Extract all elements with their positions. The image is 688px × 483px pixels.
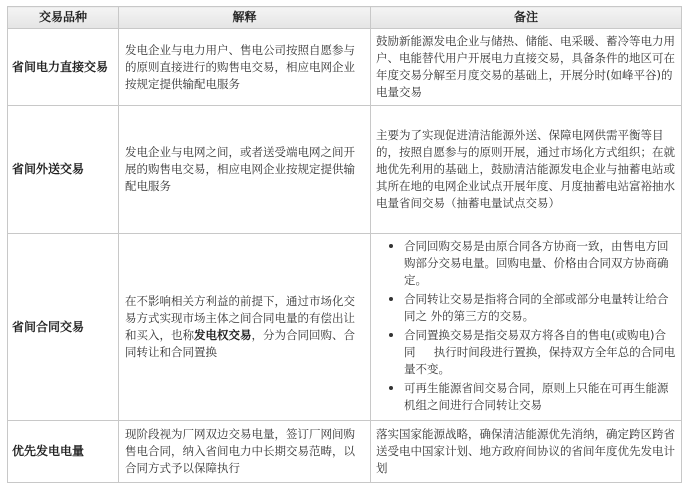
bullet-text: 合同置换交易是指交易双方将各自的售电(或购电)合同 执行时间段进行置换，保持双方全年总的合同电量不变。: [404, 328, 676, 376]
row-trading-type: 省间合同交易: [8, 234, 119, 421]
bullet-dot-icon: [389, 297, 393, 301]
list-item: [404, 238, 677, 289]
explanation-text: ，分为合同回购、合同转让和合同置换: [125, 328, 355, 359]
table-row: [8, 29, 682, 106]
bullet-text: 合同回购交易是由原合同各方协商一致，由售电方回购部分交易电量。回购电量、价格由合同双方协商确定。: [404, 239, 669, 287]
bullet-text: 可再生能源省间交易合同，原则上只能在可再生能源机组之间进行合同转让交易: [404, 381, 669, 412]
row-remarks: 主要为了实现促进清洁能源外送、保障电网供需平衡等目的，按照自愿参与的原则开展，通过市场化方式组织；在就地优先利用的基础上，鼓励清洁能源发电企业与抽蓄电站或其所在地的电网企业试点开展年度、月度抽蓄电站富裕抽水电量省间交易（抽蓄电量试点交易）: [371, 106, 682, 234]
table-row: [8, 234, 682, 421]
trading-types-table: [7, 6, 682, 483]
row-explanation: 现阶段视为厂网双边交易电量，签订厂网间购售电合同，纳入省间电力中长期交易范畴，以合同方式予以保障执行: [119, 421, 371, 483]
list-item: [404, 327, 677, 378]
generation-rights-trading-term: 发电权交易: [194, 328, 252, 342]
list-item: [404, 291, 677, 325]
bullet-dot-icon: [389, 333, 393, 337]
contract-trading-bullet-list: [376, 238, 677, 414]
row-explanation: 发电企业与电力用户、售电公司按照自愿参与的原则直接进行的购售电交易，相应电网企业按规定提供输配电服务: [119, 29, 371, 106]
header-remarks: 备注: [371, 7, 682, 29]
table-header-row: [8, 7, 682, 29]
header-trading-type: 交易品种: [8, 7, 119, 29]
row-explanation: [119, 234, 371, 421]
row-trading-type: 省间电力直接交易: [8, 29, 119, 106]
header-explanation: 解释: [119, 7, 371, 29]
bullet-dot-icon: [389, 386, 393, 390]
list-item: [404, 380, 677, 414]
row-remarks: 鼓励新能源发电企业与储热、储能、电采暖、蓄冷等电力用户、电能替代用户开展电力直接交易，具备条件的地区可在年度交易分解至月度交易的基础上，开展分时(如峰平谷)的电量交易: [371, 29, 682, 106]
bullet-text: 合同转让交易是指将合同的全部或部分电量转让给合同之 外的第三方的交易。: [404, 292, 669, 323]
row-trading-type: 省间外送交易: [8, 106, 119, 234]
row-explanation: 发电企业与电网之间，或者送受端电网之间开展的购售电交易，相应电网企业按规定提供输配电服务: [119, 106, 371, 234]
explanation-text: 在不影响相关方利益的前提下，通过市场化交易方式实现市场主体之间合同电量的有偿出让和买入，也称: [125, 294, 355, 342]
table-row: [8, 421, 682, 483]
row-remarks: [371, 234, 682, 421]
row-remarks: 落实国家能源战略，确保清洁能源优先消纳，确定跨区跨省送受电中国家计划、地方政府间协议的省间年度优先发电计划: [371, 421, 682, 483]
table-row: [8, 106, 682, 234]
bullet-dot-icon: [389, 244, 393, 248]
row-trading-type: 优先发电电量: [8, 421, 119, 483]
